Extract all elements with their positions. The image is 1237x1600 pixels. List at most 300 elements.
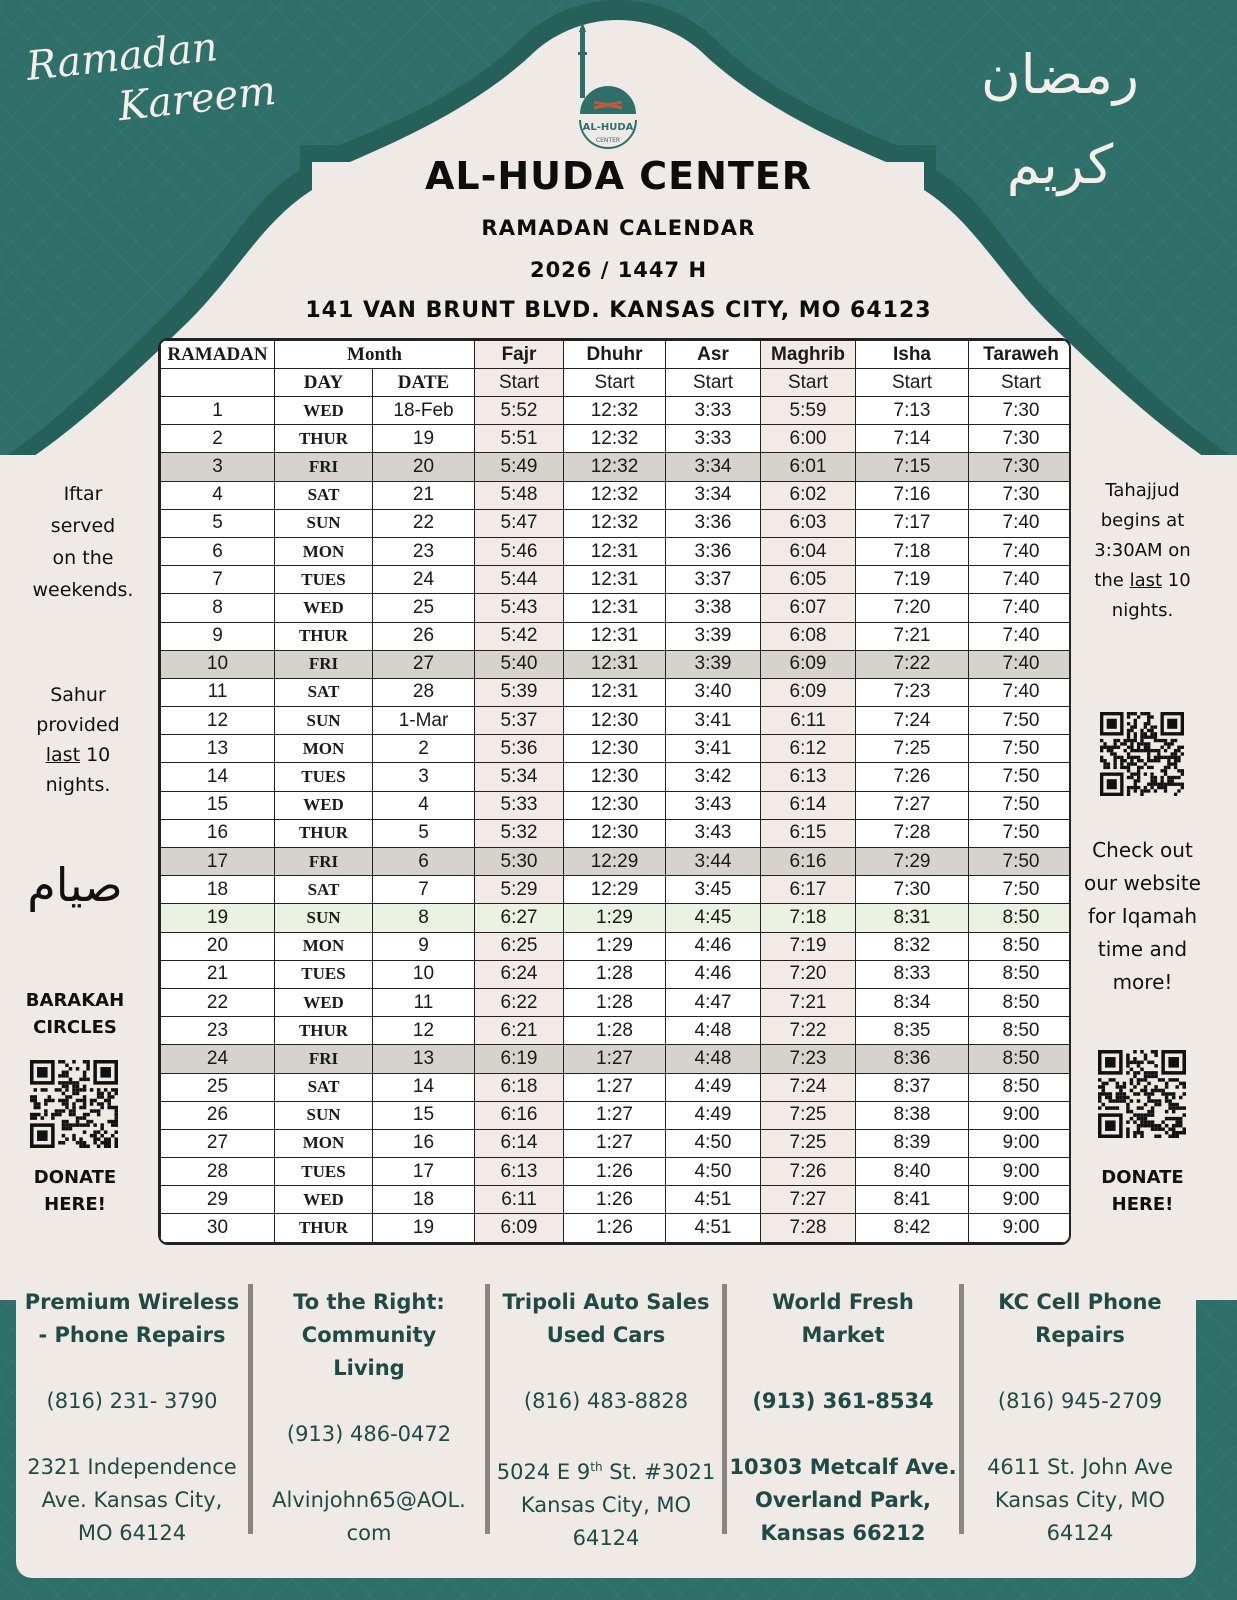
note-line: nights. (1111, 600, 1174, 621)
table-row (161, 1214, 1072, 1243)
cell-day: TUES (275, 960, 373, 988)
cell-n: 18 (161, 876, 275, 904)
table-row (161, 509, 1072, 537)
name-line: Used Cars (546, 1323, 666, 1347)
header-dhuhr: Dhuhr (564, 341, 666, 369)
sahur-note (8, 680, 148, 800)
cell-maghrib: 5:59 (761, 397, 856, 425)
cell-n: 6 (161, 537, 275, 565)
cell-taraweh: 8:50 (969, 932, 1072, 960)
address-line: Kansas 66212 (760, 1521, 926, 1545)
cell-fajr: 5:44 (475, 566, 564, 594)
cell-maghrib: 6:08 (761, 622, 856, 650)
cell-fajr: 6:16 (475, 1101, 564, 1129)
cell-asr: 4:50 (666, 1129, 761, 1157)
cell-isha: 8:41 (856, 1186, 969, 1214)
note-line: on the (52, 547, 114, 569)
cell-fajr: 5:30 (475, 848, 564, 876)
cell-isha: 7:26 (856, 763, 969, 791)
cell-isha: 7:19 (856, 566, 969, 594)
cell-isha: 8:42 (856, 1214, 969, 1243)
cell-day: SUN (275, 904, 373, 932)
cell-asr: 4:46 (666, 960, 761, 988)
cell-date: 16 (373, 1129, 475, 1157)
header-maghrib: Maghrib (761, 341, 856, 369)
cell-taraweh: 7:50 (969, 791, 1072, 819)
sponsor-kc-cell-phone (964, 1258, 1196, 1578)
cell-fajr: 5:40 (475, 650, 564, 678)
cell-day: WED (275, 1186, 373, 1214)
cell-asr: 4:51 (666, 1214, 761, 1243)
cell-dhuhr: 1:28 (564, 960, 666, 988)
cell-n: 9 (161, 622, 275, 650)
cell-isha: 7:30 (856, 876, 969, 904)
note-line (8, 740, 148, 770)
address-line: 10303 Metcalf Ave. (729, 1455, 957, 1479)
cell-date: 23 (373, 537, 475, 565)
cell-isha: 7:14 (856, 425, 969, 453)
center-address: 141 VAN BRUNT BLVD. KANSAS CITY, MO 64123 (305, 298, 932, 323)
cell-fajr: 6:21 (475, 1017, 564, 1045)
cell-maghrib: 6:04 (761, 537, 856, 565)
cell-taraweh: 7:50 (969, 819, 1072, 847)
address-line: com (346, 1521, 392, 1545)
table-row (161, 1101, 1072, 1129)
cell-asr: 3:42 (666, 763, 761, 791)
barakah-qr-code-icon[interactable] (30, 1060, 118, 1148)
table-row (161, 537, 1072, 565)
cell-dhuhr: 1:26 (564, 1158, 666, 1186)
address-line: 64124 (572, 1526, 640, 1550)
cell-day: TUES (275, 763, 373, 791)
cell-asr: 3:34 (666, 453, 761, 481)
address-line: 2321 Independence (27, 1455, 237, 1479)
cell-dhuhr: 1:27 (564, 1073, 666, 1101)
cell-n: 20 (161, 932, 275, 960)
cell-asr: 3:33 (666, 397, 761, 425)
table-row (161, 650, 1072, 678)
cell-n: 10 (161, 650, 275, 678)
header-taraweh: Taraweh (969, 341, 1072, 369)
cell-fajr: 6:19 (475, 1045, 564, 1073)
cell-maghrib: 6:00 (761, 425, 856, 453)
cell-dhuhr: 12:32 (564, 481, 666, 509)
note-line: nights. (45, 774, 111, 796)
cell-maghrib: 7:23 (761, 1045, 856, 1073)
header-fajr: Fajr (475, 341, 564, 369)
cell-date: 25 (373, 594, 475, 622)
cell-maghrib: 6:12 (761, 735, 856, 763)
sponsor-address (490, 1451, 722, 1555)
label-line: BARAKAH (25, 990, 125, 1011)
cell-taraweh: 9:00 (969, 1214, 1072, 1243)
cell-date: 5 (373, 819, 475, 847)
cell-dhuhr: 12:31 (564, 678, 666, 706)
table-row (161, 848, 1072, 876)
table-row (161, 791, 1072, 819)
address-line: Alvinjohn65@AOL. (272, 1488, 466, 1512)
cell-dhuhr: 1:26 (564, 1214, 666, 1243)
sponsor-phone: (913) 361-8534 (752, 1389, 934, 1413)
cell-date: 6 (373, 848, 475, 876)
cell-fajr: 5:49 (475, 453, 564, 481)
cell-maghrib: 6:09 (761, 650, 856, 678)
cell-day: SAT (275, 876, 373, 904)
iftar-note (8, 478, 158, 606)
cell-maghrib: 7:22 (761, 1017, 856, 1045)
cell-dhuhr: 12:29 (564, 848, 666, 876)
cell-maghrib: 6:15 (761, 819, 856, 847)
table-row (161, 1017, 1072, 1045)
name-line: Repairs (1035, 1323, 1125, 1347)
cell-n: 16 (161, 819, 275, 847)
address-line: 4611 St. John Ave (987, 1455, 1173, 1479)
cell-asr: 3:33 (666, 425, 761, 453)
cell-isha: 7:23 (856, 678, 969, 706)
cell-day: THUR (275, 622, 373, 650)
cell-date: 1-Mar (373, 707, 475, 735)
cell-asr: 4:46 (666, 932, 761, 960)
cell-date: 7 (373, 876, 475, 904)
table-body (161, 397, 1072, 1243)
cell-taraweh: 8:50 (969, 988, 1072, 1016)
cell-n: 5 (161, 509, 275, 537)
name-line: To the Right: (293, 1290, 445, 1314)
note-line: 3:30AM on (1094, 540, 1191, 561)
note-line: Sahur (50, 684, 106, 706)
cell-date: 19 (373, 1214, 475, 1243)
cell-isha: 8:34 (856, 988, 969, 1016)
table-row (161, 1129, 1072, 1157)
address-line (490, 1451, 722, 1489)
org-name: AL-HUDA CENTER (424, 154, 813, 198)
sponsor-email (253, 1484, 485, 1550)
table-row (161, 707, 1072, 735)
cell-maghrib: 7:28 (761, 1214, 856, 1243)
header-start: Start (666, 369, 761, 397)
cell-date: 18-Feb (373, 397, 475, 425)
name-line: Premium Wireless (24, 1290, 240, 1314)
cell-maghrib: 6:01 (761, 453, 856, 481)
cell-fajr: 5:48 (475, 481, 564, 509)
sponsor-name (253, 1286, 485, 1385)
cell-taraweh: 7:50 (969, 848, 1072, 876)
cell-dhuhr: 1:29 (564, 904, 666, 932)
cell-n: 1 (161, 397, 275, 425)
website-qr-code-icon[interactable] (1100, 712, 1184, 796)
cell-isha: 7:24 (856, 707, 969, 735)
cell-dhuhr: 12:30 (564, 763, 666, 791)
cell-fajr: 6:18 (475, 1073, 564, 1101)
cell-n: 7 (161, 566, 275, 594)
cell-maghrib: 7:20 (761, 960, 856, 988)
cell-fajr: 5:52 (475, 397, 564, 425)
name-line: World Fresh (772, 1290, 914, 1314)
cell-asr: 3:44 (666, 848, 761, 876)
cell-date: 22 (373, 509, 475, 537)
cell-day: THUR (275, 1214, 373, 1243)
underlined-word: last (45, 744, 81, 766)
cell-asr: 4:49 (666, 1101, 761, 1129)
cell-date: 28 (373, 678, 475, 706)
cell-fajr: 5:36 (475, 735, 564, 763)
header-blank (161, 369, 275, 397)
cell-day: THUR (275, 819, 373, 847)
cell-taraweh: 7:30 (969, 397, 1072, 425)
name-line: Community (301, 1323, 437, 1347)
table-row (161, 960, 1072, 988)
address-line: 64124 (1046, 1521, 1114, 1545)
table-row (161, 763, 1072, 791)
table-row (161, 819, 1072, 847)
cell-date: 13 (373, 1045, 475, 1073)
calendar-year: 2026 / 1447 H (529, 258, 708, 282)
cell-day: SUN (275, 1101, 373, 1129)
cell-day: TUES (275, 1158, 373, 1186)
cell-taraweh: 8:50 (969, 1045, 1072, 1073)
label-line: HERE! (1111, 1194, 1174, 1215)
cell-isha: 7:28 (856, 819, 969, 847)
cell-fajr: 5:46 (475, 537, 564, 565)
cell-asr: 3:36 (666, 509, 761, 537)
script-line-1: Ramadan (24, 24, 220, 90)
cell-asr: 3:39 (666, 650, 761, 678)
cell-asr: 3:40 (666, 678, 761, 706)
cell-maghrib: 7:26 (761, 1158, 856, 1186)
note-fragment: 10 (1162, 570, 1191, 591)
cell-isha: 7:27 (856, 791, 969, 819)
note-line: time and (1097, 937, 1188, 961)
cell-maghrib: 6:14 (761, 791, 856, 819)
cell-asr: 3:43 (666, 819, 761, 847)
label-line: DONATE (33, 1167, 117, 1188)
cell-taraweh: 7:50 (969, 876, 1072, 904)
sponsor-address (727, 1451, 959, 1550)
sponsor-name (727, 1286, 959, 1352)
table-row (161, 566, 1072, 594)
cell-date: 10 (373, 960, 475, 988)
cell-fajr: 6:27 (475, 904, 564, 932)
cell-fajr: 6:11 (475, 1186, 564, 1214)
cell-n: 24 (161, 1045, 275, 1073)
cell-isha: 8:32 (856, 932, 969, 960)
cell-isha: 7:21 (856, 622, 969, 650)
cell-dhuhr: 12:31 (564, 622, 666, 650)
header-date: DATE (373, 369, 475, 397)
cell-dhuhr: 12:29 (564, 876, 666, 904)
note-line: Iftar (63, 483, 103, 505)
cell-maghrib: 6:13 (761, 763, 856, 791)
cell-n: 28 (161, 1158, 275, 1186)
sponsor-phone: (816) 231- 3790 (46, 1389, 218, 1413)
script-line-2: Kareem (116, 67, 279, 131)
cell-fajr: 6:22 (475, 988, 564, 1016)
website-note (1075, 834, 1210, 999)
cell-asr: 4:48 (666, 1045, 761, 1073)
cell-n: 11 (161, 678, 275, 706)
cell-n: 2 (161, 425, 275, 453)
cell-maghrib: 6:17 (761, 876, 856, 904)
cell-dhuhr: 12:31 (564, 537, 666, 565)
cell-date: 21 (373, 481, 475, 509)
calendar-subtitle: RAMADAN CALENDAR (481, 216, 756, 240)
address-fragment: St. #3021 (602, 1460, 716, 1484)
cell-asr: 4:45 (666, 904, 761, 932)
cell-taraweh: 7:40 (969, 622, 1072, 650)
cell-isha: 8:35 (856, 1017, 969, 1045)
cell-dhuhr: 12:30 (564, 819, 666, 847)
cell-day: FRI (275, 848, 373, 876)
cell-maghrib: 7:25 (761, 1129, 856, 1157)
table-row (161, 1045, 1072, 1073)
cell-isha: 8:36 (856, 1045, 969, 1073)
siyam-arabic-word: صيام (27, 858, 123, 912)
cell-taraweh: 9:00 (969, 1129, 1072, 1157)
sponsor-world-fresh-market (727, 1258, 959, 1578)
sponsor-address (964, 1451, 1196, 1550)
cell-dhuhr: 1:26 (564, 1186, 666, 1214)
cell-maghrib: 6:16 (761, 848, 856, 876)
sponsor-address (16, 1451, 248, 1550)
cell-day: FRI (275, 1045, 373, 1073)
sponsors-footer (16, 1258, 1196, 1578)
cell-maghrib: 6:11 (761, 707, 856, 735)
cell-maghrib: 6:02 (761, 481, 856, 509)
cell-taraweh: 7:40 (969, 594, 1072, 622)
cell-date: 26 (373, 622, 475, 650)
cell-isha: 7:16 (856, 481, 969, 509)
cell-date: 15 (373, 1101, 475, 1129)
sponsor-to-the-right (253, 1258, 485, 1578)
cell-isha: 7:18 (856, 537, 969, 565)
cell-dhuhr: 12:30 (564, 791, 666, 819)
cell-date: 2 (373, 735, 475, 763)
note-fragment: the (1094, 570, 1130, 591)
label-line: DONATE (1101, 1167, 1184, 1188)
cell-fajr: 5:51 (475, 425, 564, 453)
cell-isha: 8:37 (856, 1073, 969, 1101)
cell-n: 12 (161, 707, 275, 735)
name-line: - Phone Repairs (38, 1323, 226, 1347)
cell-day: WED (275, 397, 373, 425)
cell-asr: 4:48 (666, 1017, 761, 1045)
note-line: Check out (1092, 838, 1193, 862)
table-row (161, 1073, 1072, 1101)
cell-maghrib: 6:03 (761, 509, 856, 537)
cell-dhuhr: 1:28 (564, 1017, 666, 1045)
cell-day: FRI (275, 650, 373, 678)
cell-dhuhr: 1:29 (564, 932, 666, 960)
table-row (161, 397, 1072, 425)
cell-day: THUR (275, 1017, 373, 1045)
note-line: provided (36, 714, 120, 736)
cell-isha: 7:13 (856, 397, 969, 425)
cell-maghrib: 7:18 (761, 904, 856, 932)
cell-date: 14 (373, 1073, 475, 1101)
cell-date: 9 (373, 932, 475, 960)
note-fragment: 10 (80, 744, 111, 766)
cell-fajr: 5:39 (475, 678, 564, 706)
cell-date: 18 (373, 1186, 475, 1214)
sponsor-name (964, 1286, 1196, 1352)
note-line: our website (1084, 871, 1201, 895)
cell-taraweh: 8:50 (969, 904, 1072, 932)
header-month: Month (275, 341, 475, 369)
sponsor-premium-wireless (16, 1258, 248, 1578)
cell-dhuhr: 12:31 (564, 594, 666, 622)
cell-n: 4 (161, 481, 275, 509)
table-row (161, 932, 1072, 960)
cell-fajr: 6:25 (475, 932, 564, 960)
cell-n: 25 (161, 1073, 275, 1101)
note-line: for Iqamah (1087, 904, 1198, 928)
header-start: Start (475, 369, 564, 397)
cell-isha: 7:15 (856, 453, 969, 481)
sponsor-phone: (816) 483-8828 (523, 1389, 689, 1413)
address-line: Overland Park, (754, 1488, 932, 1512)
cell-dhuhr: 12:32 (564, 509, 666, 537)
cell-day: MON (275, 1129, 373, 1157)
svg-text:AL-HUDA: AL-HUDA (582, 122, 634, 133)
donate-here-right-label (1080, 1164, 1205, 1218)
cell-isha: 7:25 (856, 735, 969, 763)
table-row (161, 425, 1072, 453)
header-start: Start (564, 369, 666, 397)
cell-taraweh: 8:50 (969, 1073, 1072, 1101)
cell-fajr: 5:34 (475, 763, 564, 791)
header-asr: Asr (666, 341, 761, 369)
cell-taraweh: 7:30 (969, 425, 1072, 453)
name-line: Living (333, 1356, 405, 1380)
cell-date: 17 (373, 1158, 475, 1186)
cell-taraweh: 7:50 (969, 763, 1072, 791)
cell-maghrib: 7:21 (761, 988, 856, 1016)
donate-qr-code-icon[interactable] (1098, 1050, 1186, 1138)
cell-fajr: 5:32 (475, 819, 564, 847)
cell-taraweh: 7:40 (969, 537, 1072, 565)
table-row (161, 594, 1072, 622)
note-line (1080, 566, 1205, 596)
cell-n: 14 (161, 763, 275, 791)
cell-taraweh: 7:50 (969, 707, 1072, 735)
note-line: more! (1112, 970, 1173, 994)
cell-day: WED (275, 791, 373, 819)
cell-day: MON (275, 537, 373, 565)
label-line: HERE! (44, 1194, 106, 1215)
cell-fajr: 5:37 (475, 707, 564, 735)
cell-day: WED (275, 594, 373, 622)
address-line: Kansas City, MO (994, 1488, 1166, 1512)
cell-n: 17 (161, 848, 275, 876)
cell-dhuhr: 1:28 (564, 988, 666, 1016)
name-line: KC Cell Phone (998, 1290, 1162, 1314)
cell-n: 30 (161, 1214, 275, 1243)
cell-taraweh: 7:30 (969, 481, 1072, 509)
table-row (161, 988, 1072, 1016)
cell-isha: 8:33 (856, 960, 969, 988)
cell-taraweh: 7:40 (969, 566, 1072, 594)
cell-asr: 3:39 (666, 622, 761, 650)
cell-day: WED (275, 988, 373, 1016)
cell-dhuhr: 12:31 (564, 650, 666, 678)
cell-maghrib: 7:24 (761, 1073, 856, 1101)
cell-date: 19 (373, 425, 475, 453)
cell-maghrib: 7:19 (761, 932, 856, 960)
cell-day: SAT (275, 1073, 373, 1101)
table-row (161, 735, 1072, 763)
cell-taraweh: 9:00 (969, 1186, 1072, 1214)
cell-dhuhr: 1:27 (564, 1129, 666, 1157)
